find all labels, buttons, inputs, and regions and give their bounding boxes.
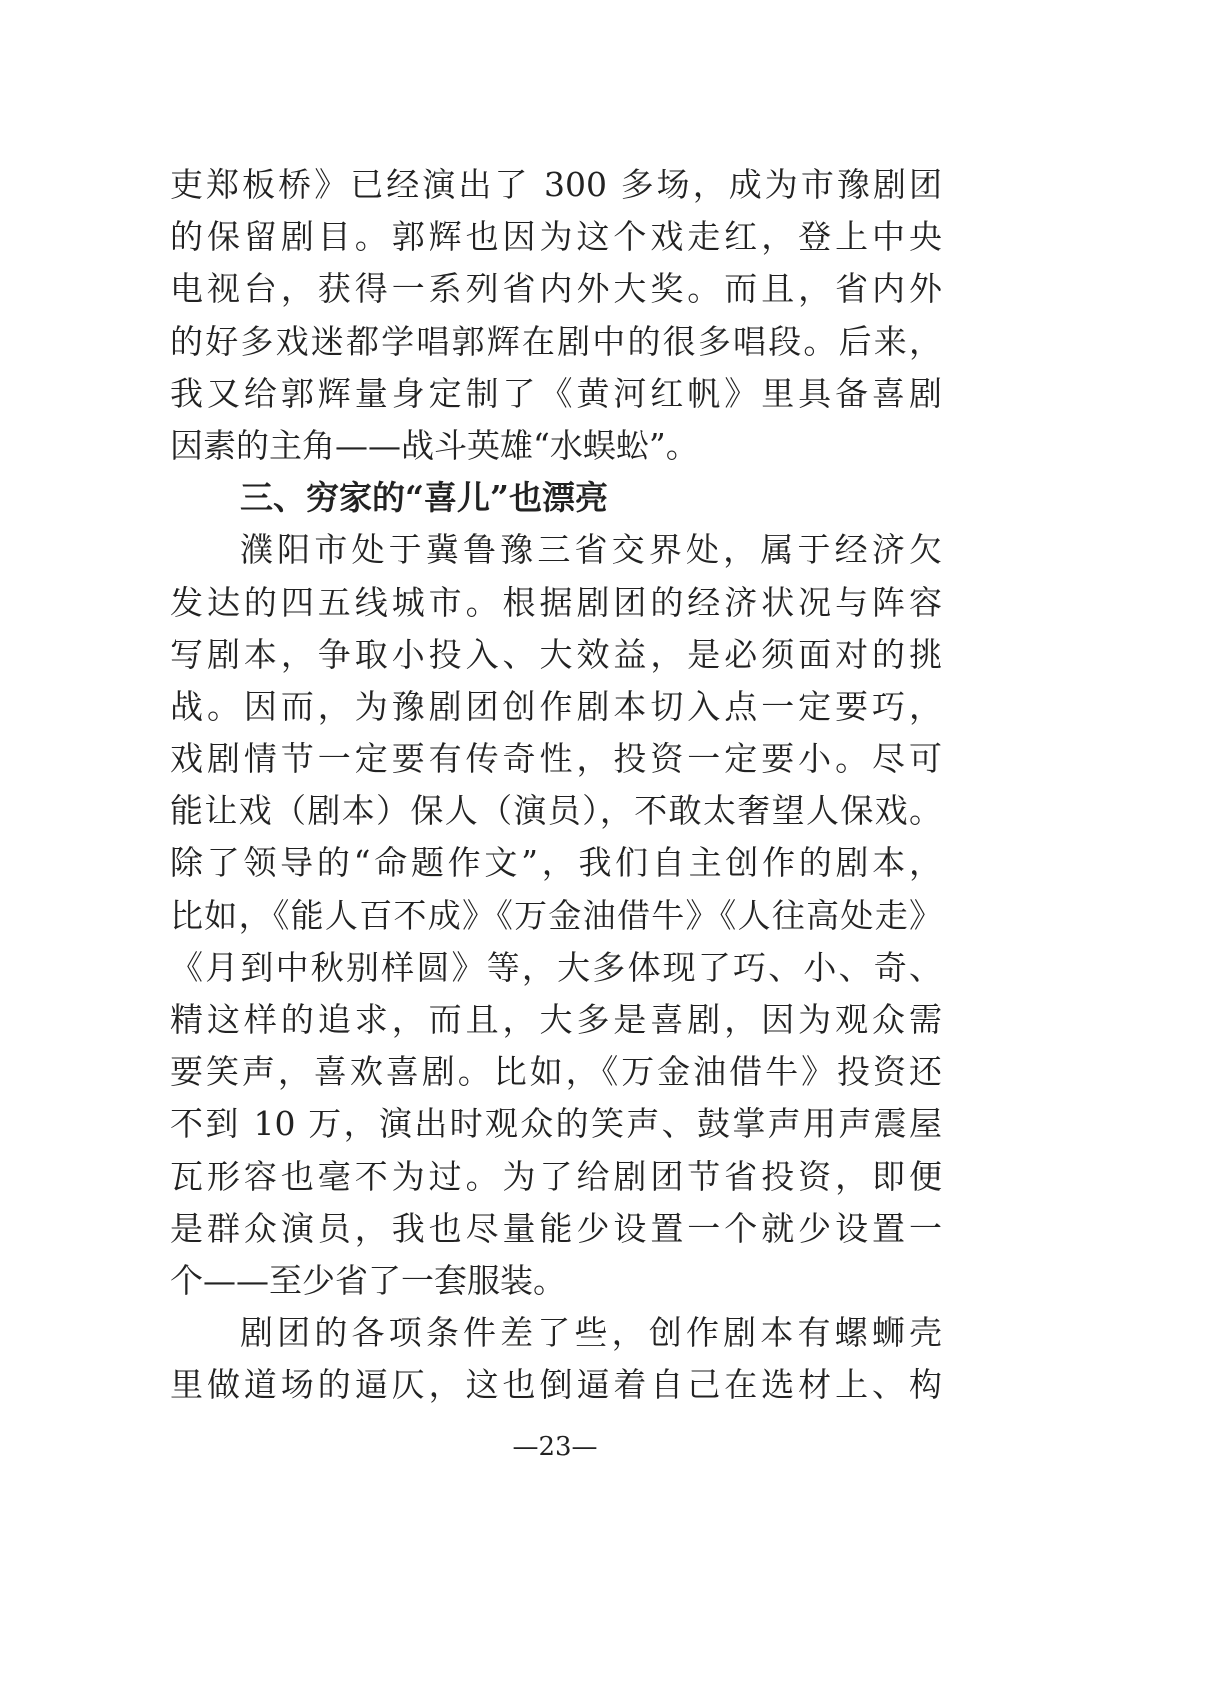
text-line: 战。因而，为豫剧团创作剧本切入点一定要巧， xyxy=(170,686,942,726)
text-line: 发达的四五线城市。根据剧团的经济状况与阵容 xyxy=(170,582,942,622)
section-heading: 三、穷家的“喜儿”也漂亮 xyxy=(240,478,608,518)
text-line: 除了领导的“命题作文”，我们自主创作的剧本， xyxy=(170,843,942,883)
text-line: 电视台，获得一系列省内外大奖。而且，省内外 xyxy=(170,269,942,309)
text-line: 比如，《能人百不成》《万金油借牛》《人往高处走》 xyxy=(170,895,942,935)
text-line: 是群众演员，我也尽量能少设置一个就少设置一 xyxy=(170,1208,942,1248)
page-number: —23— xyxy=(512,1432,598,1462)
text-line: 能让戏（剧本）保人（演员），不敢太奢望人保戏。 xyxy=(170,791,942,831)
text-line: 里做道场的逼仄，这也倒逼着自己在选材上、构 xyxy=(170,1365,942,1405)
text-line: 戏剧情节一定要有传奇性，投资一定要小。尽可 xyxy=(170,739,942,779)
text-line: 个——至少省了一套服装。 xyxy=(170,1260,566,1300)
text-line: 瓦形容也毫不为过。为了给剧团节省投资，即便 xyxy=(170,1156,942,1196)
text-line: 要笑声，喜欢喜剧。比如，《万金油借牛》投资还 xyxy=(170,1052,942,1092)
text-line: 不到 10 万，演出时观众的笑声、鼓掌声用声震屋 xyxy=(170,1104,942,1144)
text-line: 《月到中秋别样圆》等，大多体现了巧、小、奇、 xyxy=(170,947,942,987)
text-line: 我又给郭辉量身定制了《黄河红帆》里具备喜剧 xyxy=(170,373,942,413)
text-line: 的保留剧目。郭辉也因为这个戏走红，登上中央 xyxy=(170,217,942,257)
text-line: 吏郑板桥》已经演出了 300 多场，成为市豫剧团 xyxy=(170,165,942,204)
body-text xyxy=(170,159,942,1412)
text-line: 写剧本，争取小投入、大效益，是必须面对的挑 xyxy=(170,634,942,674)
text-line: 濮阳市处于冀鲁豫三省交界处，属于经济欠 xyxy=(240,530,942,570)
text-line: 因素的主角——战斗英雄“水蜈蚣”。 xyxy=(170,425,699,465)
text-line: 的好多戏迷都学唱郭辉在剧中的很多唱段。后来， xyxy=(170,321,942,361)
text-line: 剧团的各项条件差了些，创作剧本有螺蛳壳 xyxy=(240,1313,942,1353)
text-line: 精这样的追求，而且，大多是喜剧，因为观众需 xyxy=(170,1000,942,1039)
